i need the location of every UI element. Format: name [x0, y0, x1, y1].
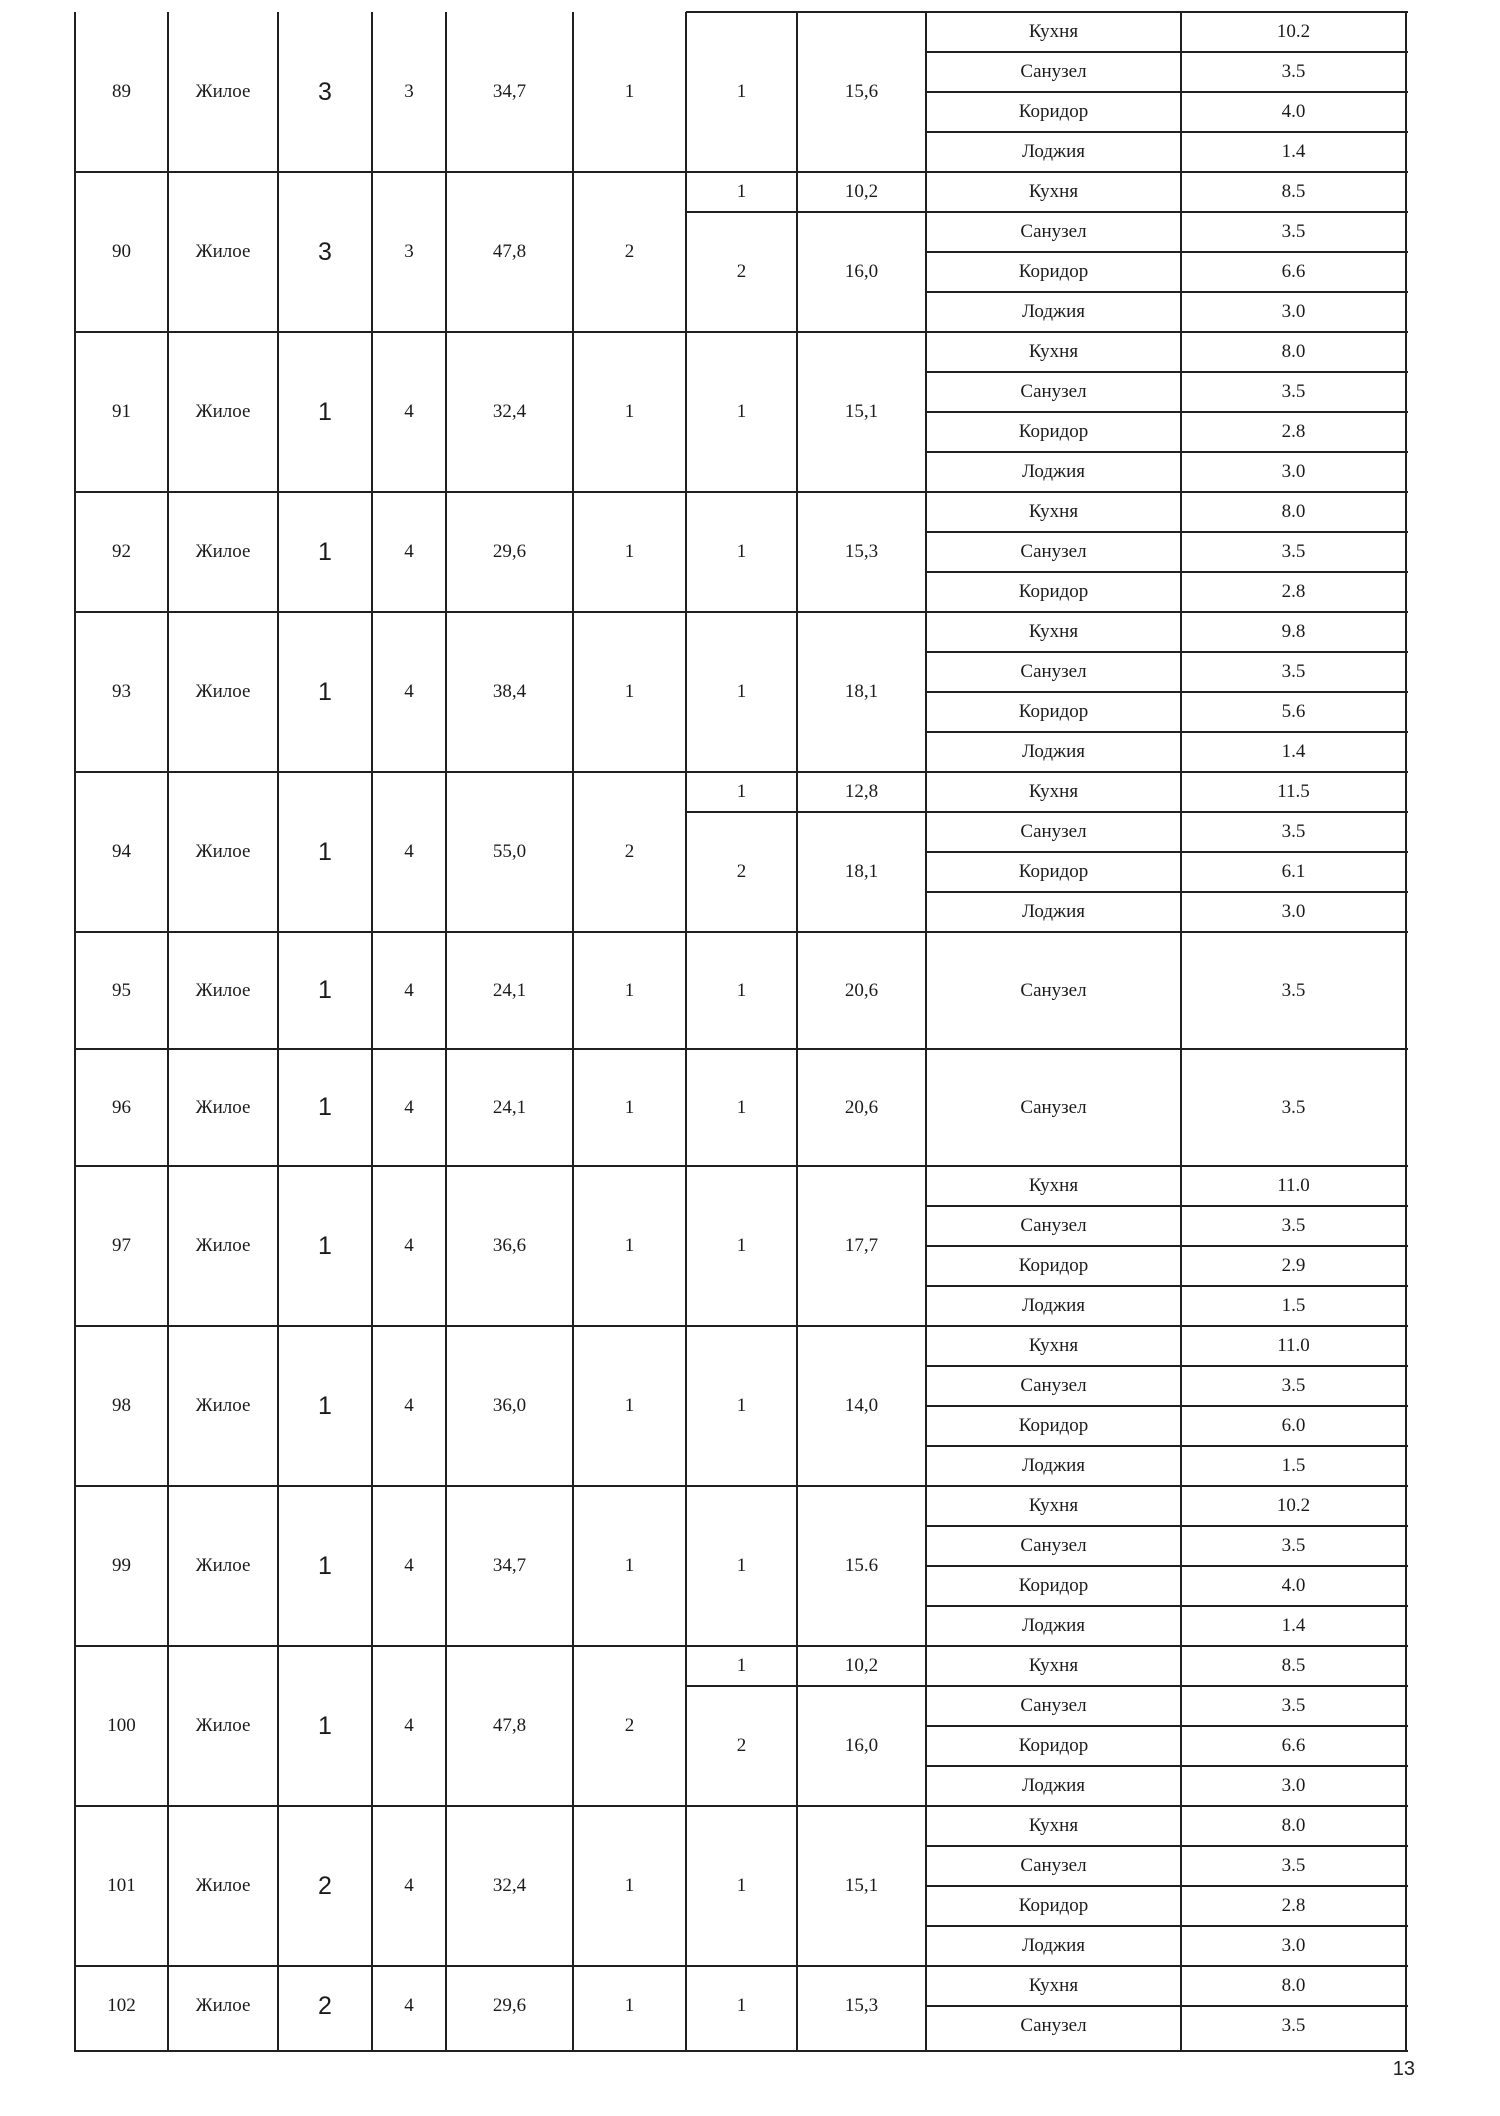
apt-number: 98 — [112, 1395, 131, 1416]
room-area: 10,2 — [844, 1655, 879, 1676]
apt-total-area: 38,4 — [492, 681, 527, 702]
apt-section: 1 — [318, 677, 332, 706]
apt-section: 1 — [318, 837, 332, 866]
aux-room-area: 3.5 — [1281, 541, 1306, 562]
room-area: 18,1 — [844, 681, 879, 702]
apt-type: Жилое — [195, 1395, 251, 1416]
aux-room-area: 1.4 — [1281, 1615, 1306, 1636]
aux-room-area: 3.0 — [1281, 1775, 1306, 1796]
grid-line — [926, 531, 1408, 533]
aux-room-area: 6.1 — [1281, 861, 1306, 882]
grid-line — [686, 1685, 928, 1687]
aux-room-area: 3.5 — [1281, 221, 1306, 242]
room-number: 1 — [736, 1995, 747, 2016]
aux-room-name: Коридор — [1018, 1575, 1089, 1596]
page-number: 13 — [1392, 2058, 1415, 2080]
apt-number: 95 — [112, 979, 131, 1001]
room-number: 1 — [736, 1555, 747, 1576]
aux-room-name: Кухня — [1028, 21, 1079, 42]
apt-floor: 4 — [404, 1995, 414, 2016]
aux-room-area: 8.0 — [1281, 341, 1306, 362]
aux-room-name: Санузел — [1020, 2015, 1087, 2036]
aux-room-name: Кухня — [1028, 1655, 1079, 1676]
apt-floor: 4 — [404, 401, 414, 422]
aux-room-name: Кухня — [1028, 1335, 1079, 1356]
aux-room-name: Санузел — [1020, 821, 1087, 842]
grid-line — [796, 12, 798, 2052]
apt-rooms-count: 1 — [624, 81, 635, 102]
apt-section: 3 — [318, 77, 332, 106]
apt-total-area: 34,7 — [492, 81, 527, 102]
grid-line — [75, 1485, 1408, 1487]
grid-line — [926, 891, 1408, 893]
aux-room-area: 2.9 — [1281, 1255, 1306, 1276]
apt-total-area: 24,1 — [492, 1096, 527, 1118]
room-area: 16,0 — [844, 1735, 879, 1756]
apt-rooms-count: 1 — [624, 1395, 635, 1416]
room-area: 15,3 — [844, 1995, 879, 2016]
aux-room-area: 3.5 — [1281, 1855, 1306, 1876]
aux-room-area: 8.0 — [1281, 1975, 1306, 1996]
aux-room-name: Санузел — [1020, 221, 1087, 242]
aux-room-name: Коридор — [1018, 421, 1089, 442]
aux-room-name: Лоджия — [1021, 1935, 1086, 1956]
aux-room-name: Санузел — [1020, 661, 1087, 682]
apt-section: 2 — [318, 1871, 332, 1900]
grid-line — [926, 371, 1408, 373]
aux-room-name: Лоджия — [1021, 901, 1086, 922]
apt-total-area: 36,6 — [492, 1235, 527, 1256]
apt-section: 1 — [318, 1711, 332, 1740]
aux-room-area: 3.0 — [1281, 461, 1306, 482]
grid-line — [926, 1365, 1408, 1367]
grid-line — [1180, 12, 1182, 2052]
aux-room-name: Санузел — [1020, 1695, 1087, 1716]
room-area: 15.6 — [844, 1555, 879, 1576]
aux-room-name: Коридор — [1018, 1735, 1089, 1756]
apt-section: 1 — [318, 1231, 332, 1260]
grid-line — [75, 1645, 1408, 1647]
grid-line — [926, 811, 1408, 813]
grid-line — [75, 771, 1408, 773]
aux-room-area: 11.0 — [1277, 1175, 1310, 1196]
aux-room-area: 3.5 — [1281, 1375, 1306, 1396]
aux-room-area: 3.5 — [1281, 661, 1306, 682]
grid-line — [685, 12, 687, 2052]
apt-type: Жилое — [195, 1875, 251, 1896]
apt-number: 90 — [112, 241, 131, 262]
room-number: 1 — [736, 81, 747, 102]
aux-room-name: Лоджия — [1021, 1775, 1086, 1796]
aux-room-area: 11.5 — [1277, 781, 1310, 802]
aux-room-area: 6.6 — [1281, 1735, 1306, 1756]
apt-rooms-count: 2 — [624, 241, 635, 262]
aux-room-name: Кухня — [1028, 341, 1079, 362]
apt-rooms-count: 2 — [624, 841, 635, 862]
apt-floor: 4 — [404, 841, 414, 862]
room-number: 1 — [736, 681, 747, 702]
apt-section: 2 — [318, 1991, 332, 2020]
apt-type: Жилое — [195, 1715, 251, 1736]
apt-number: 97 — [112, 1235, 131, 1256]
apt-number: 102 — [107, 1995, 136, 2016]
room-area: 17,7 — [844, 1235, 879, 1256]
aux-room-name: Коридор — [1018, 1415, 1089, 1436]
grid-line — [926, 1725, 1408, 1727]
room-number: 2 — [736, 1735, 747, 1756]
aux-room-area: 6.6 — [1281, 261, 1306, 282]
room-area: 15,3 — [844, 541, 879, 562]
aux-room-name: Коридор — [1018, 1895, 1089, 1916]
apt-rooms-count: 1 — [624, 1096, 635, 1118]
apt-rooms-count: 1 — [624, 1995, 635, 2016]
apt-number: 89 — [112, 81, 131, 102]
apt-section: 1 — [318, 1391, 332, 1420]
grid-line — [926, 731, 1408, 733]
aux-room-area: 3.5 — [1281, 979, 1306, 1001]
room-number: 2 — [736, 261, 747, 282]
apt-section: 3 — [318, 237, 332, 266]
room-number: 1 — [736, 1875, 747, 1896]
grid-line — [926, 651, 1408, 653]
apt-total-area: 36,0 — [492, 1395, 527, 1416]
apt-section: 1 — [318, 1551, 332, 1580]
aux-room-name: Кухня — [1028, 1495, 1079, 1516]
aux-room-name: Коридор — [1018, 101, 1089, 122]
aux-room-area: 1.5 — [1281, 1295, 1306, 1316]
grid-line — [926, 1885, 1408, 1887]
apt-total-area: 29,6 — [492, 1995, 527, 2016]
apt-total-area: 32,4 — [492, 1875, 527, 1896]
grid-line — [926, 1925, 1408, 1927]
apt-floor: 4 — [404, 1096, 414, 1118]
grid-line — [75, 331, 1408, 333]
grid-line — [75, 931, 1408, 933]
apt-type: Жилое — [195, 1555, 251, 1576]
grid-line — [572, 12, 574, 2052]
aux-room-name: Санузел — [1020, 61, 1087, 82]
grid-line — [926, 451, 1408, 453]
grid-line — [926, 851, 1408, 853]
grid-line — [75, 1048, 1408, 1050]
aux-room-name: Лоджия — [1021, 1295, 1086, 1316]
apt-rooms-count: 1 — [624, 541, 635, 562]
apt-type: Жилое — [195, 979, 251, 1001]
aux-room-name: Кухня — [1028, 781, 1079, 802]
apt-type: Жилое — [195, 1096, 251, 1118]
grid-line — [277, 12, 279, 2052]
room-area: 14,0 — [844, 1395, 879, 1416]
apt-floor: 4 — [404, 541, 414, 562]
apt-total-area: 24,1 — [492, 979, 527, 1001]
grid-line — [926, 51, 1408, 53]
aux-room-name: Лоджия — [1021, 461, 1086, 482]
aux-room-name: Коридор — [1018, 581, 1089, 602]
apt-floor: 4 — [404, 1395, 414, 1416]
apt-rooms-count: 1 — [624, 1875, 635, 1896]
aux-room-area: 8.0 — [1281, 501, 1306, 522]
grid-line — [926, 691, 1408, 693]
room-number: 1 — [736, 1655, 747, 1676]
apt-total-area: 34,7 — [492, 1555, 527, 1576]
grid-line — [926, 2005, 1408, 2007]
grid-line — [926, 291, 1408, 293]
apt-total-area: 55,0 — [492, 841, 527, 862]
aux-room-name: Санузел — [1020, 381, 1087, 402]
grid-line — [926, 1525, 1408, 1527]
aux-room-name: Кухня — [1028, 181, 1079, 202]
apt-total-area: 29,6 — [492, 541, 527, 562]
grid-line — [75, 1805, 1408, 1807]
aux-room-area: 11.0 — [1277, 1335, 1310, 1356]
apt-floor: 4 — [404, 1555, 414, 1576]
apt-type: Жилое — [195, 841, 251, 862]
apt-number: 92 — [112, 541, 131, 562]
apt-type: Жилое — [195, 1995, 251, 2016]
grid-line — [75, 491, 1408, 493]
apt-number: 100 — [107, 1715, 136, 1736]
apt-total-area: 47,8 — [492, 241, 527, 262]
apt-total-area: 47,8 — [492, 1715, 527, 1736]
aux-room-area: 3.5 — [1281, 61, 1306, 82]
apt-total-area: 32,4 — [492, 401, 527, 422]
aux-room-area: 3.5 — [1281, 1695, 1306, 1716]
grid-line — [926, 1285, 1408, 1287]
apt-number: 91 — [112, 401, 131, 422]
apt-rooms-count: 1 — [624, 1555, 635, 1576]
apt-rooms-count: 1 — [624, 681, 635, 702]
aux-room-name: Санузел — [1020, 979, 1087, 1001]
apt-floor: 4 — [404, 1715, 414, 1736]
grid-line — [686, 11, 1408, 13]
grid-line — [74, 12, 76, 2052]
apt-section: 1 — [318, 537, 332, 566]
aux-room-name: Коридор — [1018, 1255, 1089, 1276]
room-area: 20,6 — [844, 1096, 879, 1118]
room-area: 15,6 — [844, 81, 879, 102]
grid-line — [75, 1965, 1408, 1967]
aux-room-area: 8.5 — [1281, 1655, 1306, 1676]
apt-type: Жилое — [195, 81, 251, 102]
aux-room-area: 10.2 — [1276, 21, 1311, 42]
room-number: 1 — [736, 781, 747, 802]
apt-rooms-count: 2 — [624, 1715, 635, 1736]
grid-line — [926, 1405, 1408, 1407]
grid-line — [926, 1445, 1408, 1447]
room-area: 12,8 — [844, 781, 879, 802]
apt-rooms-count: 1 — [624, 979, 635, 1001]
apt-type: Жилое — [195, 241, 251, 262]
grid-line — [1405, 12, 1407, 2052]
room-number: 1 — [736, 979, 747, 1001]
grid-line — [75, 1325, 1408, 1327]
apt-type: Жилое — [195, 541, 251, 562]
apt-floor: 4 — [404, 1875, 414, 1896]
aux-room-area: 3.5 — [1281, 1096, 1306, 1118]
apt-section: 1 — [318, 976, 332, 1004]
apt-floor: 4 — [404, 681, 414, 702]
grid-line — [75, 171, 1408, 173]
room-number: 1 — [736, 1395, 747, 1416]
apt-number: 99 — [112, 1555, 131, 1576]
grid-line — [445, 12, 447, 2052]
aux-room-name: Коридор — [1018, 261, 1089, 282]
grid-line — [926, 1565, 1408, 1567]
aux-room-area: 1.4 — [1281, 741, 1306, 762]
aux-room-area: 3.0 — [1281, 901, 1306, 922]
apt-number: 101 — [107, 1875, 136, 1896]
grid-line — [926, 411, 1408, 413]
grid-line — [75, 611, 1408, 613]
grid-line — [926, 1685, 1408, 1687]
aux-room-name: Коридор — [1018, 701, 1089, 722]
room-area: 18,1 — [844, 861, 879, 882]
apt-floor: 4 — [404, 979, 414, 1001]
grid-line — [926, 1245, 1408, 1247]
grid-line — [926, 1605, 1408, 1607]
apt-section: 1 — [318, 1093, 332, 1121]
aux-room-area: 3.5 — [1281, 381, 1306, 402]
apt-floor: 3 — [404, 241, 414, 262]
aux-room-area: 10.2 — [1276, 1495, 1311, 1516]
apt-floor: 3 — [404, 81, 414, 102]
aux-room-area: 1.5 — [1281, 1455, 1306, 1476]
grid-line — [75, 1165, 1408, 1167]
aux-room-name: Санузел — [1020, 1535, 1087, 1556]
aux-room-name: Санузел — [1020, 1375, 1087, 1396]
room-number: 2 — [736, 861, 747, 882]
aux-room-area: 3.5 — [1281, 2015, 1306, 2036]
aux-room-name: Лоджия — [1021, 1455, 1086, 1476]
aux-room-name: Кухня — [1028, 621, 1079, 642]
room-area: 15,1 — [844, 1875, 879, 1896]
apt-section: 1 — [318, 397, 332, 426]
grid-line — [686, 811, 928, 813]
apt-type: Жилое — [195, 401, 251, 422]
aux-room-name: Кухня — [1028, 1175, 1079, 1196]
aux-room-area: 4.0 — [1281, 101, 1306, 122]
aux-room-name: Санузел — [1020, 1855, 1087, 1876]
grid-line — [926, 211, 1408, 213]
aux-room-name: Лоджия — [1021, 741, 1086, 762]
aux-room-area: 4.0 — [1281, 1575, 1306, 1596]
aux-room-name: Кухня — [1028, 501, 1079, 522]
aux-room-area: 9.8 — [1281, 621, 1306, 642]
apt-rooms-count: 1 — [624, 401, 635, 422]
apt-number: 96 — [112, 1096, 131, 1118]
grid-line — [925, 12, 927, 2052]
room-number: 1 — [736, 401, 747, 422]
room-area: 15,1 — [844, 401, 879, 422]
grid-line — [926, 1845, 1408, 1847]
aux-room-name: Коридор — [1018, 861, 1089, 882]
room-number: 1 — [736, 1096, 747, 1118]
room-number: 1 — [736, 541, 747, 562]
room-area: 20,6 — [844, 979, 879, 1001]
apt-floor: 4 — [404, 1235, 414, 1256]
aux-room-area: 2.8 — [1281, 581, 1306, 602]
aux-room-area: 3.0 — [1281, 301, 1306, 322]
apt-number: 94 — [112, 841, 131, 862]
grid-line — [926, 571, 1408, 573]
room-number: 1 — [736, 181, 747, 202]
grid-line — [926, 131, 1408, 133]
aux-room-name: Лоджия — [1021, 1615, 1086, 1636]
aux-room-area: 3.5 — [1281, 1215, 1306, 1236]
aux-room-area: 5.6 — [1281, 701, 1306, 722]
aux-room-area: 8.0 — [1281, 1815, 1306, 1836]
aux-room-name: Кухня — [1028, 1975, 1079, 1996]
apt-number: 93 — [112, 681, 131, 702]
aux-room-area: 2.8 — [1281, 1895, 1306, 1916]
grid-line — [926, 251, 1408, 253]
apt-type: Жилое — [195, 681, 251, 702]
aux-room-name: Кухня — [1028, 1815, 1079, 1836]
room-number: 1 — [736, 1235, 747, 1256]
aux-room-area: 3.5 — [1281, 821, 1306, 842]
aux-room-area: 8.5 — [1281, 181, 1306, 202]
aux-room-area: 3.5 — [1281, 1535, 1306, 1556]
grid-line — [371, 12, 373, 2052]
apt-rooms-count: 1 — [624, 1235, 635, 1256]
aux-room-area: 6.0 — [1281, 1415, 1306, 1436]
grid-line — [686, 211, 928, 213]
aux-room-area: 2.8 — [1281, 421, 1306, 442]
aux-room-name: Санузел — [1020, 1096, 1087, 1118]
apt-type: Жилое — [195, 1235, 251, 1256]
grid-line — [926, 1765, 1408, 1767]
aux-room-name: Санузел — [1020, 1215, 1087, 1236]
grid-line — [167, 12, 169, 2052]
grid-line — [926, 91, 1408, 93]
grid-line — [926, 1205, 1408, 1207]
aux-room-name: Лоджия — [1021, 141, 1086, 162]
aux-room-name: Лоджия — [1021, 301, 1086, 322]
aux-room-area: 3.0 — [1281, 1935, 1306, 1956]
grid-line — [75, 2050, 1408, 2052]
room-area: 10,2 — [844, 181, 879, 202]
room-area: 16,0 — [844, 261, 879, 282]
aux-room-area: 1.4 — [1281, 141, 1306, 162]
aux-room-name: Санузел — [1020, 541, 1087, 562]
